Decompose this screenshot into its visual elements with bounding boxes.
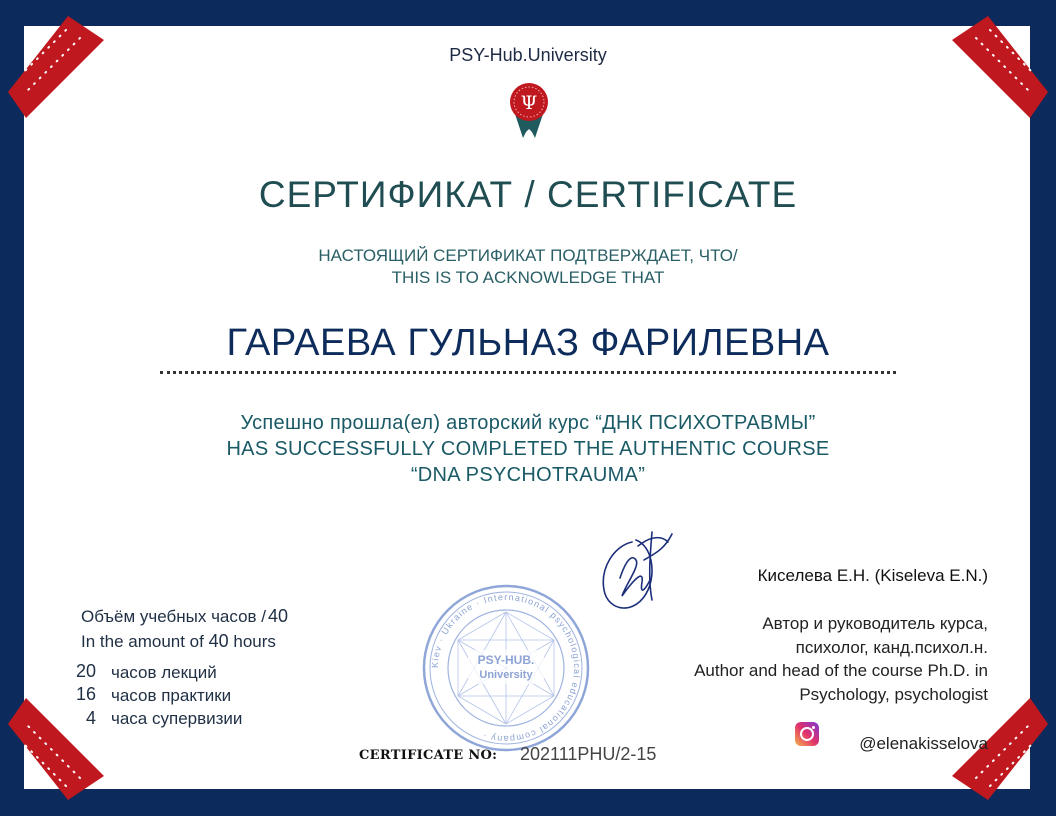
hours-en-label: In the amount of (81, 632, 204, 651)
signatory-role-line4: Psychology, psychologist (799, 684, 988, 704)
organization-stamp (420, 582, 592, 754)
hours-ru-label: Объём учебных часов / (81, 607, 267, 626)
stamp-ring-text: Kiev · Ukraine · International psychological educational company · (429, 591, 583, 745)
lecture-hours-count: 20 (75, 661, 96, 681)
psi-emblem-icon (503, 80, 555, 142)
stamp-center-line2: University (479, 669, 533, 681)
signatory-role-line1: Автор и руководитель курса, (762, 614, 988, 633)
certificate-title: СЕРТИФИКАТ / CERTIFICATE (258, 174, 798, 215)
practice-hours-label: часов практики (111, 686, 232, 705)
corner-ribbon-top-right (906, 0, 1056, 150)
supervision-hours-count: 4 (85, 708, 96, 728)
course-statement (0, 410, 1056, 488)
recipient-name: ГАРАЕВА ГУЛЬНАЗ ФАРИЛЕВНА (226, 322, 830, 364)
brand-name: PSY-Hub.University (449, 45, 607, 65)
course-title-en: “DNA PSYCHOTRAUMA” (410, 464, 646, 486)
signatory-role (694, 612, 988, 706)
acknowledge-line-ru: НАСТОЯЩИЙ СЕРТИФИКАТ ПОДТВЕРЖДАЕТ, ЧТО/ (318, 246, 738, 265)
hours-ru-value: 40 (268, 606, 289, 626)
hours-ru-line (81, 606, 288, 627)
supervision-hours-label: часа супервизии (111, 709, 243, 728)
signatory-role-line3: Author and head of the course Ph.D. in (694, 661, 988, 680)
hours-en-value: 40 (208, 631, 229, 651)
hours-en-unit: hours (233, 632, 276, 651)
handwritten-signature (592, 520, 682, 620)
practice-hours-count: 16 (75, 684, 96, 704)
corner-ribbon-top-left (0, 0, 150, 150)
psi-symbol: Ψ (520, 92, 538, 114)
hours-en-line (81, 631, 276, 652)
certificate-number-label: CERTIFICATE NO: (359, 748, 498, 763)
signatory-role-line2: психолог, канд.психол.н. (795, 637, 988, 657)
stamp-center-line1: PSY-HUB. (477, 653, 535, 667)
instagram-icon (795, 722, 819, 746)
acknowledge-line-en: THIS IS TO ACKNOWLEDGE THAT (391, 268, 665, 287)
acknowledge-text (0, 245, 1056, 289)
lecture-hours-label: часов лекций (111, 663, 217, 682)
certificate-number-value: 202111PHU/2-15 (520, 744, 657, 764)
name-dotted-line (160, 371, 896, 374)
course-line-en: HAS SUCCESSFULLY COMPLETED THE AUTHENTIC COURSE (226, 438, 830, 460)
course-line-ru: Успешно прошла(ел) авторский курс “ДНК ПСИХОТРАВМЫ” (240, 412, 816, 434)
instagram-handle[interactable]: @elenakisselova (859, 734, 988, 753)
signatory-name: Киселева Е.Н. (Kiseleva E.N.) (757, 566, 988, 585)
